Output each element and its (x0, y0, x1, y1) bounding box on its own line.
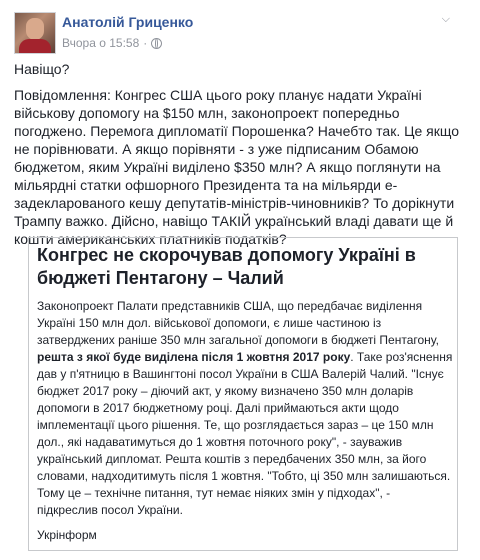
author-name[interactable]: Анатолій Гриценко (62, 14, 194, 30)
post-question: Навіщо? (14, 61, 70, 77)
article-body-part1: Законопроект Палати представників США, що передбачає виділення Україні 150 млн дол. військової допомоги, є лише частиною із затверджених раніше 350 млн загальної допомоги в бюджеті Пентагону, (37, 299, 439, 347)
avatar[interactable] (14, 12, 56, 54)
article-source: Укрінформ (37, 528, 97, 542)
article-title: Конгрес не скорочував допомогу Україні в бюджеті Пентагону – Чалий (37, 245, 416, 288)
post-meta (62, 36, 162, 50)
avatar-shirt (19, 39, 51, 53)
post-body: Повідомлення: Конгрес США цього року планує надати Україні військову допомогу на $150 млн, законопроект попередньо погоджено. Перемога дипломатії Порошенка? Начебто так. Це якщо не порівнювати. А якщо порівняти - з уже підписаним Обамою бюджетом, яким Україні виділено $350 млн? А якщо поглянути на мільярдні статки офшорного Президента та на мільярди е-задекларованого кешу депутатів-міністрів-чиновників? То дорікнути Трампу важко. Дійсно, навіщо ТАКІЙ український владі давати ще й кошти американських платників податків? (14, 87, 460, 247)
post-text (14, 60, 469, 256)
separator-dot: · (143, 36, 148, 50)
avatar-face (26, 18, 44, 40)
post-timestamp[interactable]: Вчора о 15:58 (62, 36, 140, 50)
article-body-bold: решта з якої буде виділена після 1 жовтня 2017 року (37, 350, 351, 364)
article-body (37, 298, 453, 519)
chevron-down-icon[interactable]: ⌵ (441, 13, 450, 25)
article-body-part2: . Таке роз'яснення дав у п'ятницю в Вашингтоні посол України в США Валерій Чалий. "Існує бюджет 2017 року – діючий акт, у якому визначено 350 млн доларів допомоги в 2017 бюджетному році. Далі приймаються акти щодо імплементації цього рішення. Те, що розглядається зараз – це 150 млн дол., які надаватимуться до 1 жовтня поточного року", - зауважив український дипломат. Решта коштів з передбачених 350 млн, за його словами, надходитимуть після 1 жовтня. "Тобто, ці 350 млн залишаються. Тому це – технічне питання, тут немає ніяких змін у підходах", - підкреслив посол України. (37, 350, 453, 517)
globe-icon (151, 38, 162, 49)
article-image[interactable] (28, 237, 458, 551)
